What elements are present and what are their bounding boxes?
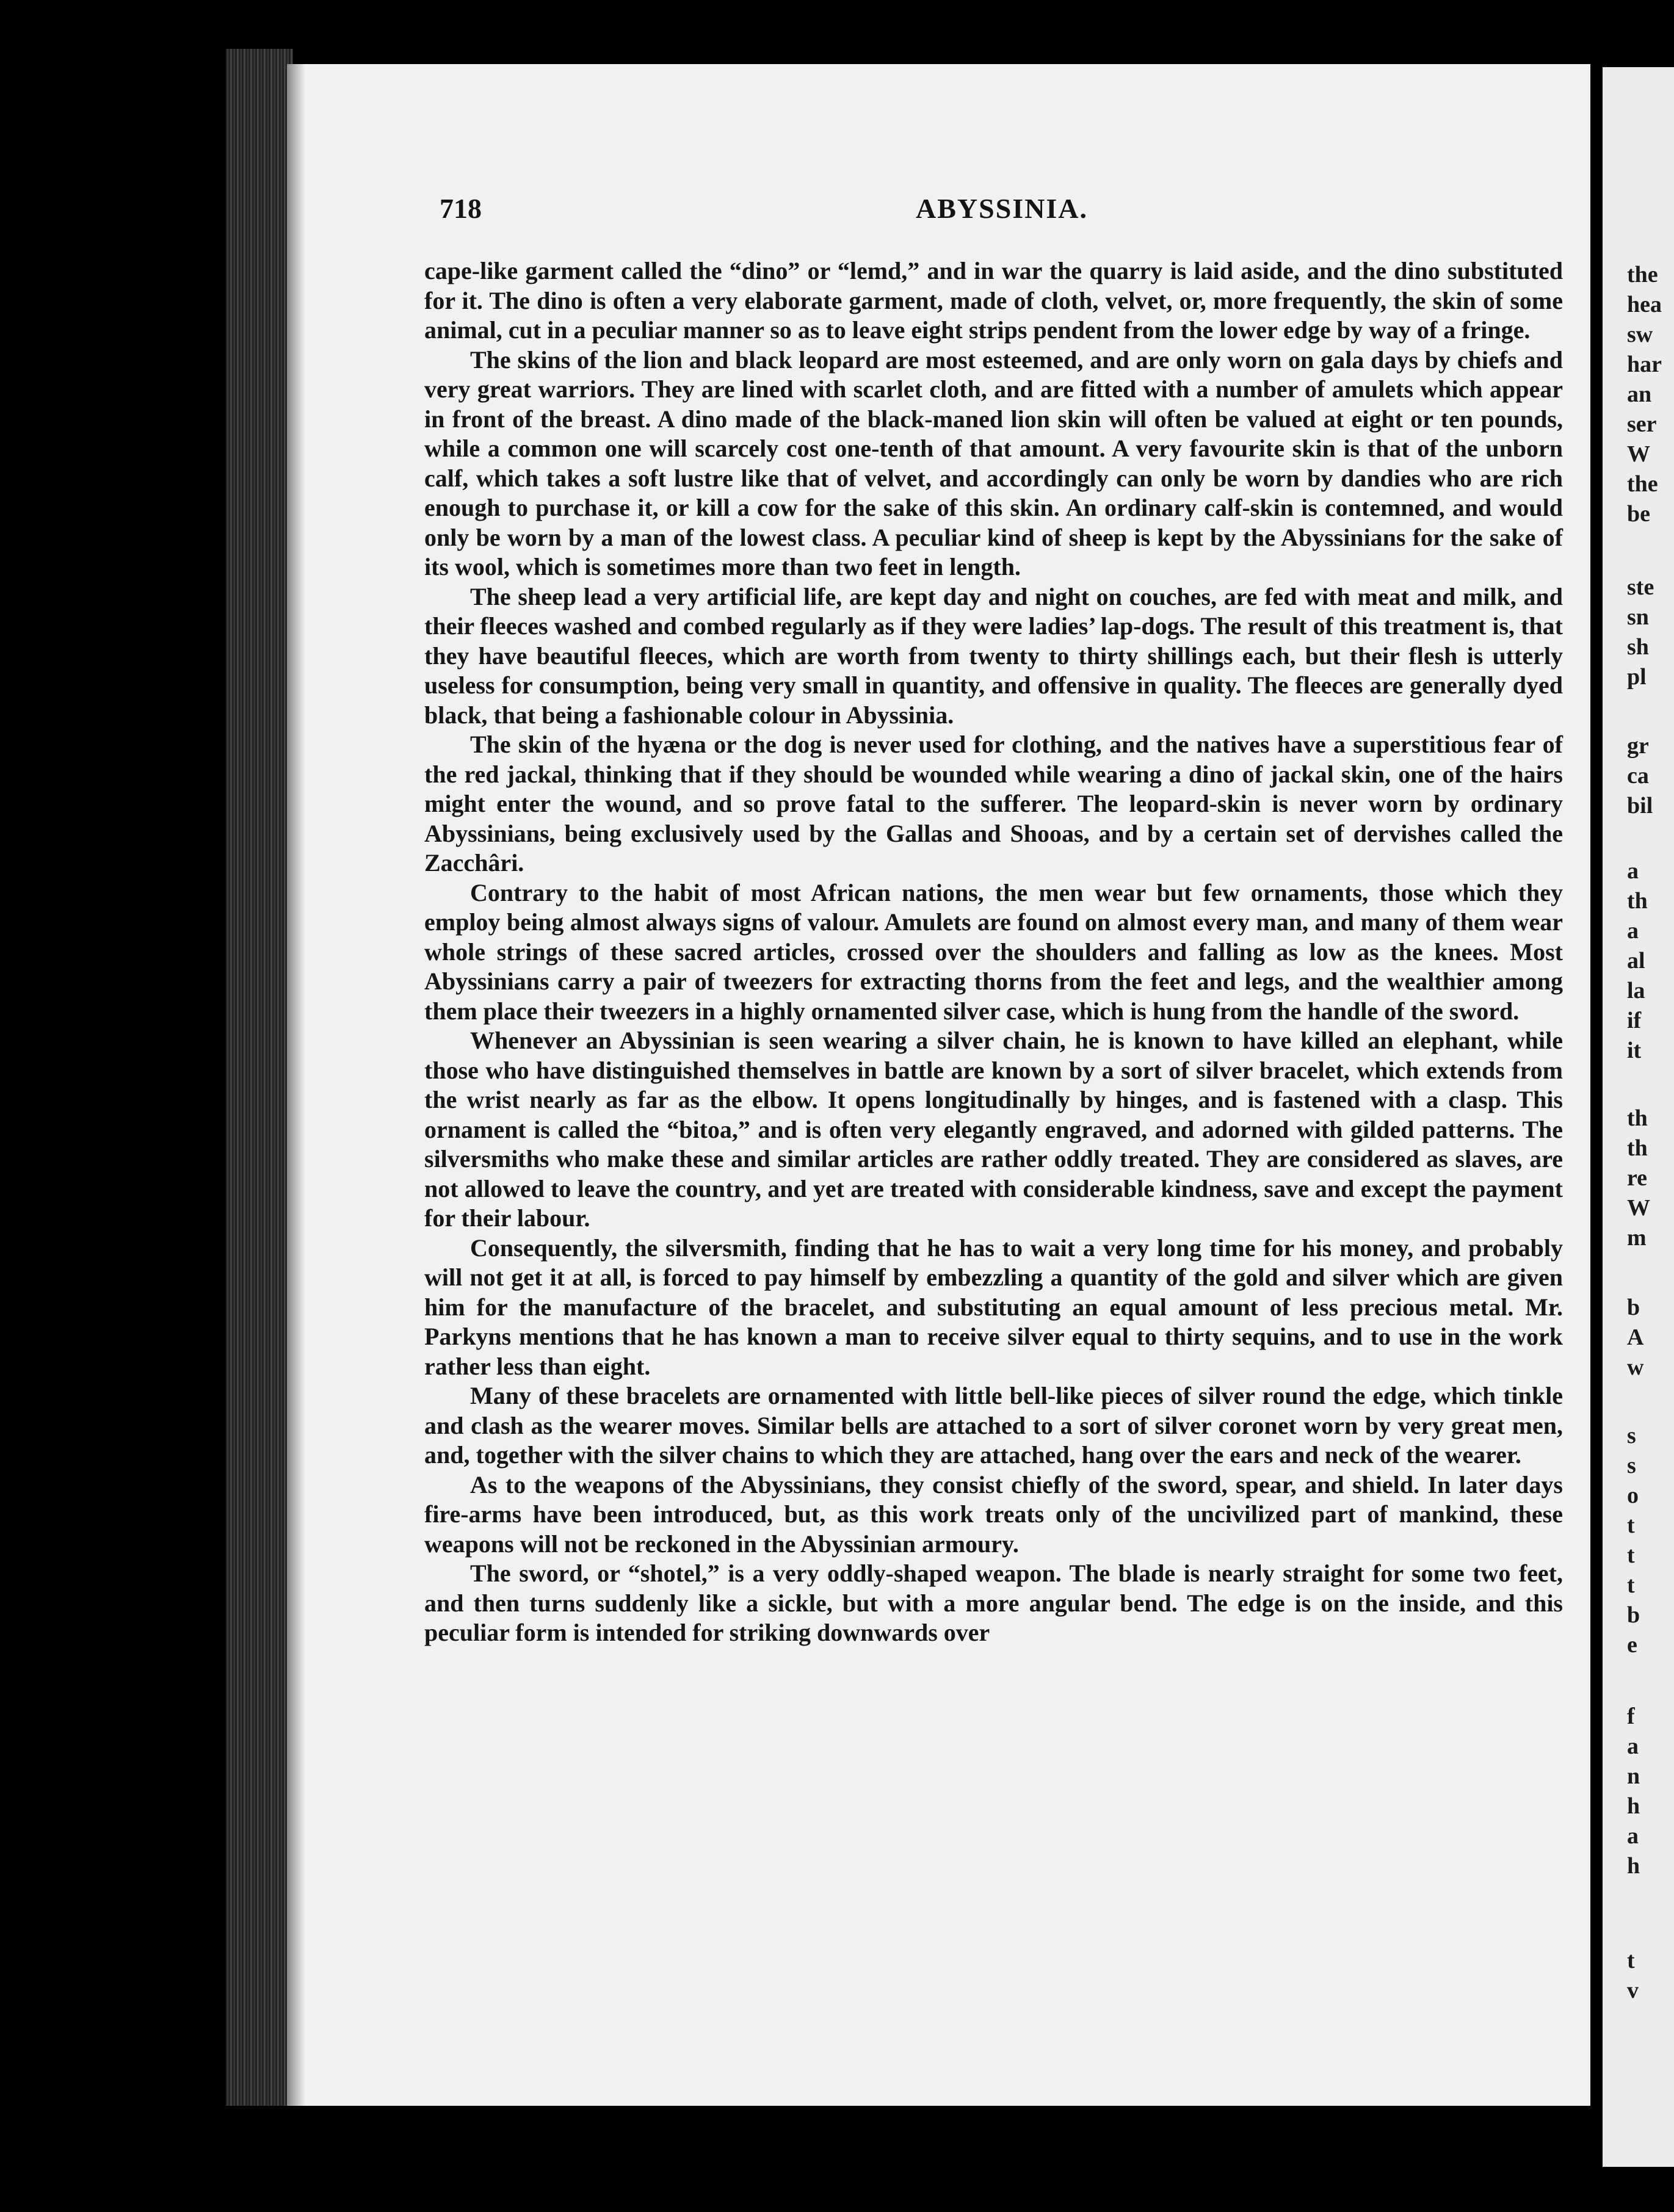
facing-page-fragment: s (1627, 1453, 1636, 1478)
paragraph: The sword, or “shotel,” is a very oddly-shaped weapon. The blade is nearly straight for some two feet, and then turns suddenly like a sickle, but with a more angular bend. The edge is on the inside, and this peculiar form is intended for striking downwards over (424, 1560, 1563, 1646)
facing-page-fragment: la (1627, 978, 1645, 1003)
facing-page-fragment: gr (1627, 733, 1649, 759)
facing-page-fragment: pl (1627, 664, 1647, 690)
paragraph: cape-like garment called the “dino” or “lemd,” and in war the quarry is laid aside, and the dino substituted for it. The dino is often a very elaborate garment, made of cloth, velvet, or, more frequently, the skin of some animal, cut in a peculiar manner so as to leave eight strips pendent from the lower edge by way of a fringe. (424, 257, 1563, 344)
facing-page-fragment: h (1627, 1793, 1640, 1819)
facing-page-fragment: ste (1627, 574, 1654, 600)
facing-page-fragment: e (1627, 1632, 1637, 1658)
facing-page-fragment: a (1627, 1733, 1639, 1759)
facing-page-fragment: n (1627, 1763, 1640, 1789)
facing-page-fragment: t (1627, 1572, 1635, 1598)
book-page-edges (226, 49, 293, 2106)
facing-page-fragment: b (1627, 1602, 1640, 1628)
facing-page-fragment: v (1627, 1978, 1639, 2003)
facing-page-fragment: A (1627, 1325, 1644, 1350)
paragraph: The skin of the hyæna or the dog is never used for clothing, and the natives have a superstitious fear of the red jackal, thinking that if they should be wounded while wearing a dino of jackal skin, one of the hairs might enter the wound, and so prove fatal to the sufferer. The leopard-skin is never worn by ordinary Abyssinians, being exclusively used by the Gallas and Shooas, and by a certain set of dervishes called the Zacchâri. (424, 731, 1563, 876)
page-number: 718 (440, 193, 482, 224)
facing-page-fragment: ca (1627, 763, 1649, 789)
facing-page-fragment: t (1627, 1948, 1635, 1973)
paragraph: The skins of the lion and black leopard are most esteemed, and are only worn on gala days by chiefs and very great warriors. They are lined with scarlet cloth, and are fitted with a number of amulets which appear in front of the breast. A dino made of the black-maned lion skin will often be valued at eight or ten pounds, while a common one will scarcely cost one-tenth of that amount. A very favourite skin is that of the unborn calf, which takes a soft lustre like that of velvet, and accordingly can only be worn by dandies who are rich enough to purchase it, or kill a cow for the sake of this skin. An ordinary calf-skin is contemned, and would only be worn by a man of the lowest class. A peculiar kind of sheep is kept by the Abyssinians for the sake of its wool, which is sometimes more than two feet in length. (424, 345, 1563, 580)
facing-page-fragment: an (1627, 381, 1652, 407)
facing-page-fragment: the (1627, 262, 1658, 287)
facing-page-fragment: har (1627, 352, 1662, 377)
facing-page-edge (1603, 67, 1674, 2167)
facing-page-fragment: a (1627, 918, 1639, 944)
paragraph: Many of these bracelets are ornamented with little bell-like pieces of silver round the edge, which tinkle and clash as the wearer moves. Similar bells are attached to a sort of silver coronet worn by very great men, and, together with the silver chains to which they are attached, hang over the ears and neck of the wearer. (424, 1382, 1563, 1469)
facing-page-fragment: sw (1627, 322, 1653, 347)
facing-page-fragment: a (1627, 1823, 1639, 1849)
facing-page-fragment: th (1627, 1105, 1648, 1131)
facing-page-fragment: W (1627, 1195, 1650, 1221)
facing-page-fragment: th (1627, 888, 1648, 914)
facing-page-fragment: al (1627, 948, 1645, 974)
page-header (440, 192, 1563, 229)
facing-page-fragment: hea (1627, 292, 1662, 317)
facing-page-fragment: sn (1627, 604, 1649, 630)
facing-page-fragment: sh (1627, 634, 1649, 660)
body-text (424, 256, 1563, 1648)
running-head: ABYSSINIA. (916, 193, 1089, 224)
facing-page-fragment: b (1627, 1295, 1640, 1320)
facing-page-fragment: h (1627, 1853, 1640, 1879)
gutter-shadow (287, 64, 305, 2106)
paragraph: Consequently, the silversmith, finding that he has to wait a very long time for his money, and probably will not get it at all, is forced to pay himself by embezzling a quantity of the gold and silver which are given him for the manufacture of the bracelet, and substituting an equal amount of less precious metal. Mr. Parkyns mentions that he has known a man to receive silver equal to thirty sequins, and to use in the work rather less than eight. (424, 1234, 1563, 1380)
facing-page-fragment: o (1627, 1483, 1639, 1508)
facing-page-fragment: re (1627, 1165, 1648, 1191)
facing-page-fragment: ser (1627, 411, 1657, 437)
facing-page-fragment: W (1627, 441, 1650, 467)
facing-page-fragment: it (1627, 1038, 1642, 1063)
paragraph: Contrary to the habit of most African nations, the men wear but few ornaments, those which they employ being almost always signs of valour. Amulets are found on almost every man, and many of them wear whole strings of these sacred articles, crossed over the shoulders and falling as low as the knees. Most Abyssinians carry a pair of tweezers for extracting thorns from the feet and legs, and the wealthier among them place their tweezers in a highly ornamented silver case, which is hung from the handle of the sword. (424, 878, 1563, 1025)
facing-page-fragment: th (1627, 1135, 1648, 1161)
facing-page-fragment: m (1627, 1225, 1647, 1251)
facing-page-fragment: s (1627, 1423, 1636, 1448)
facing-page-fragment: f (1627, 1704, 1635, 1729)
paragraph: The sheep lead a very artificial life, are kept day and night on couches, are fed with meat and milk, and their fleeces washed and combed regularly as if they were ladies’ lap-dogs. The result of this treatment is, that they have beautiful fleeces, which are worth from twenty to thirty shillings each, but their flesh is utterly useless for consumption, being very small in quantity, and offensive in quality. The fleeces are generally dyed black, that being a fashionable colour in Abyssinia. (424, 582, 1563, 729)
facing-page-fragment: t (1627, 1513, 1635, 1538)
facing-page-fragment: the (1627, 471, 1658, 497)
facing-page-fragment: bil (1627, 793, 1653, 819)
paragraph: Whenever an Abyssinian is seen wearing a silver chain, he is known to have killed an elephant, while those who have distinguished themselves in battle are known by a sort of silver bracelet, which extends from the wrist nearly as far as the elbow. It opens longitudinally by hinges, and is fastened with a clasp. This ornament is called the “bitoa,” and is often very elegantly engraved, and adorned with gilded patterns. The silversmiths who make these and similar articles are rather oddly treated. They are considered as slaves, are not allowed to leave the country, and yet are treated with considerable kindness, save and except the payment for their labour. (424, 1027, 1563, 1232)
facing-page-fragment: a (1627, 858, 1639, 884)
facing-page-fragment: be (1627, 501, 1650, 527)
paragraph: As to the weapons of the Abyssinians, they consist chiefly of the sword, spear, and shield. In later days fire-arms have been introduced, but, as this work treats only of the uncivilized part of mankind, these weapons will not be reckoned in the Abyssinian armoury. (424, 1470, 1563, 1558)
facing-page-fragment: t (1627, 1542, 1635, 1568)
facing-page-fragment: w (1627, 1354, 1644, 1380)
facing-page-fragment: if (1627, 1008, 1642, 1033)
